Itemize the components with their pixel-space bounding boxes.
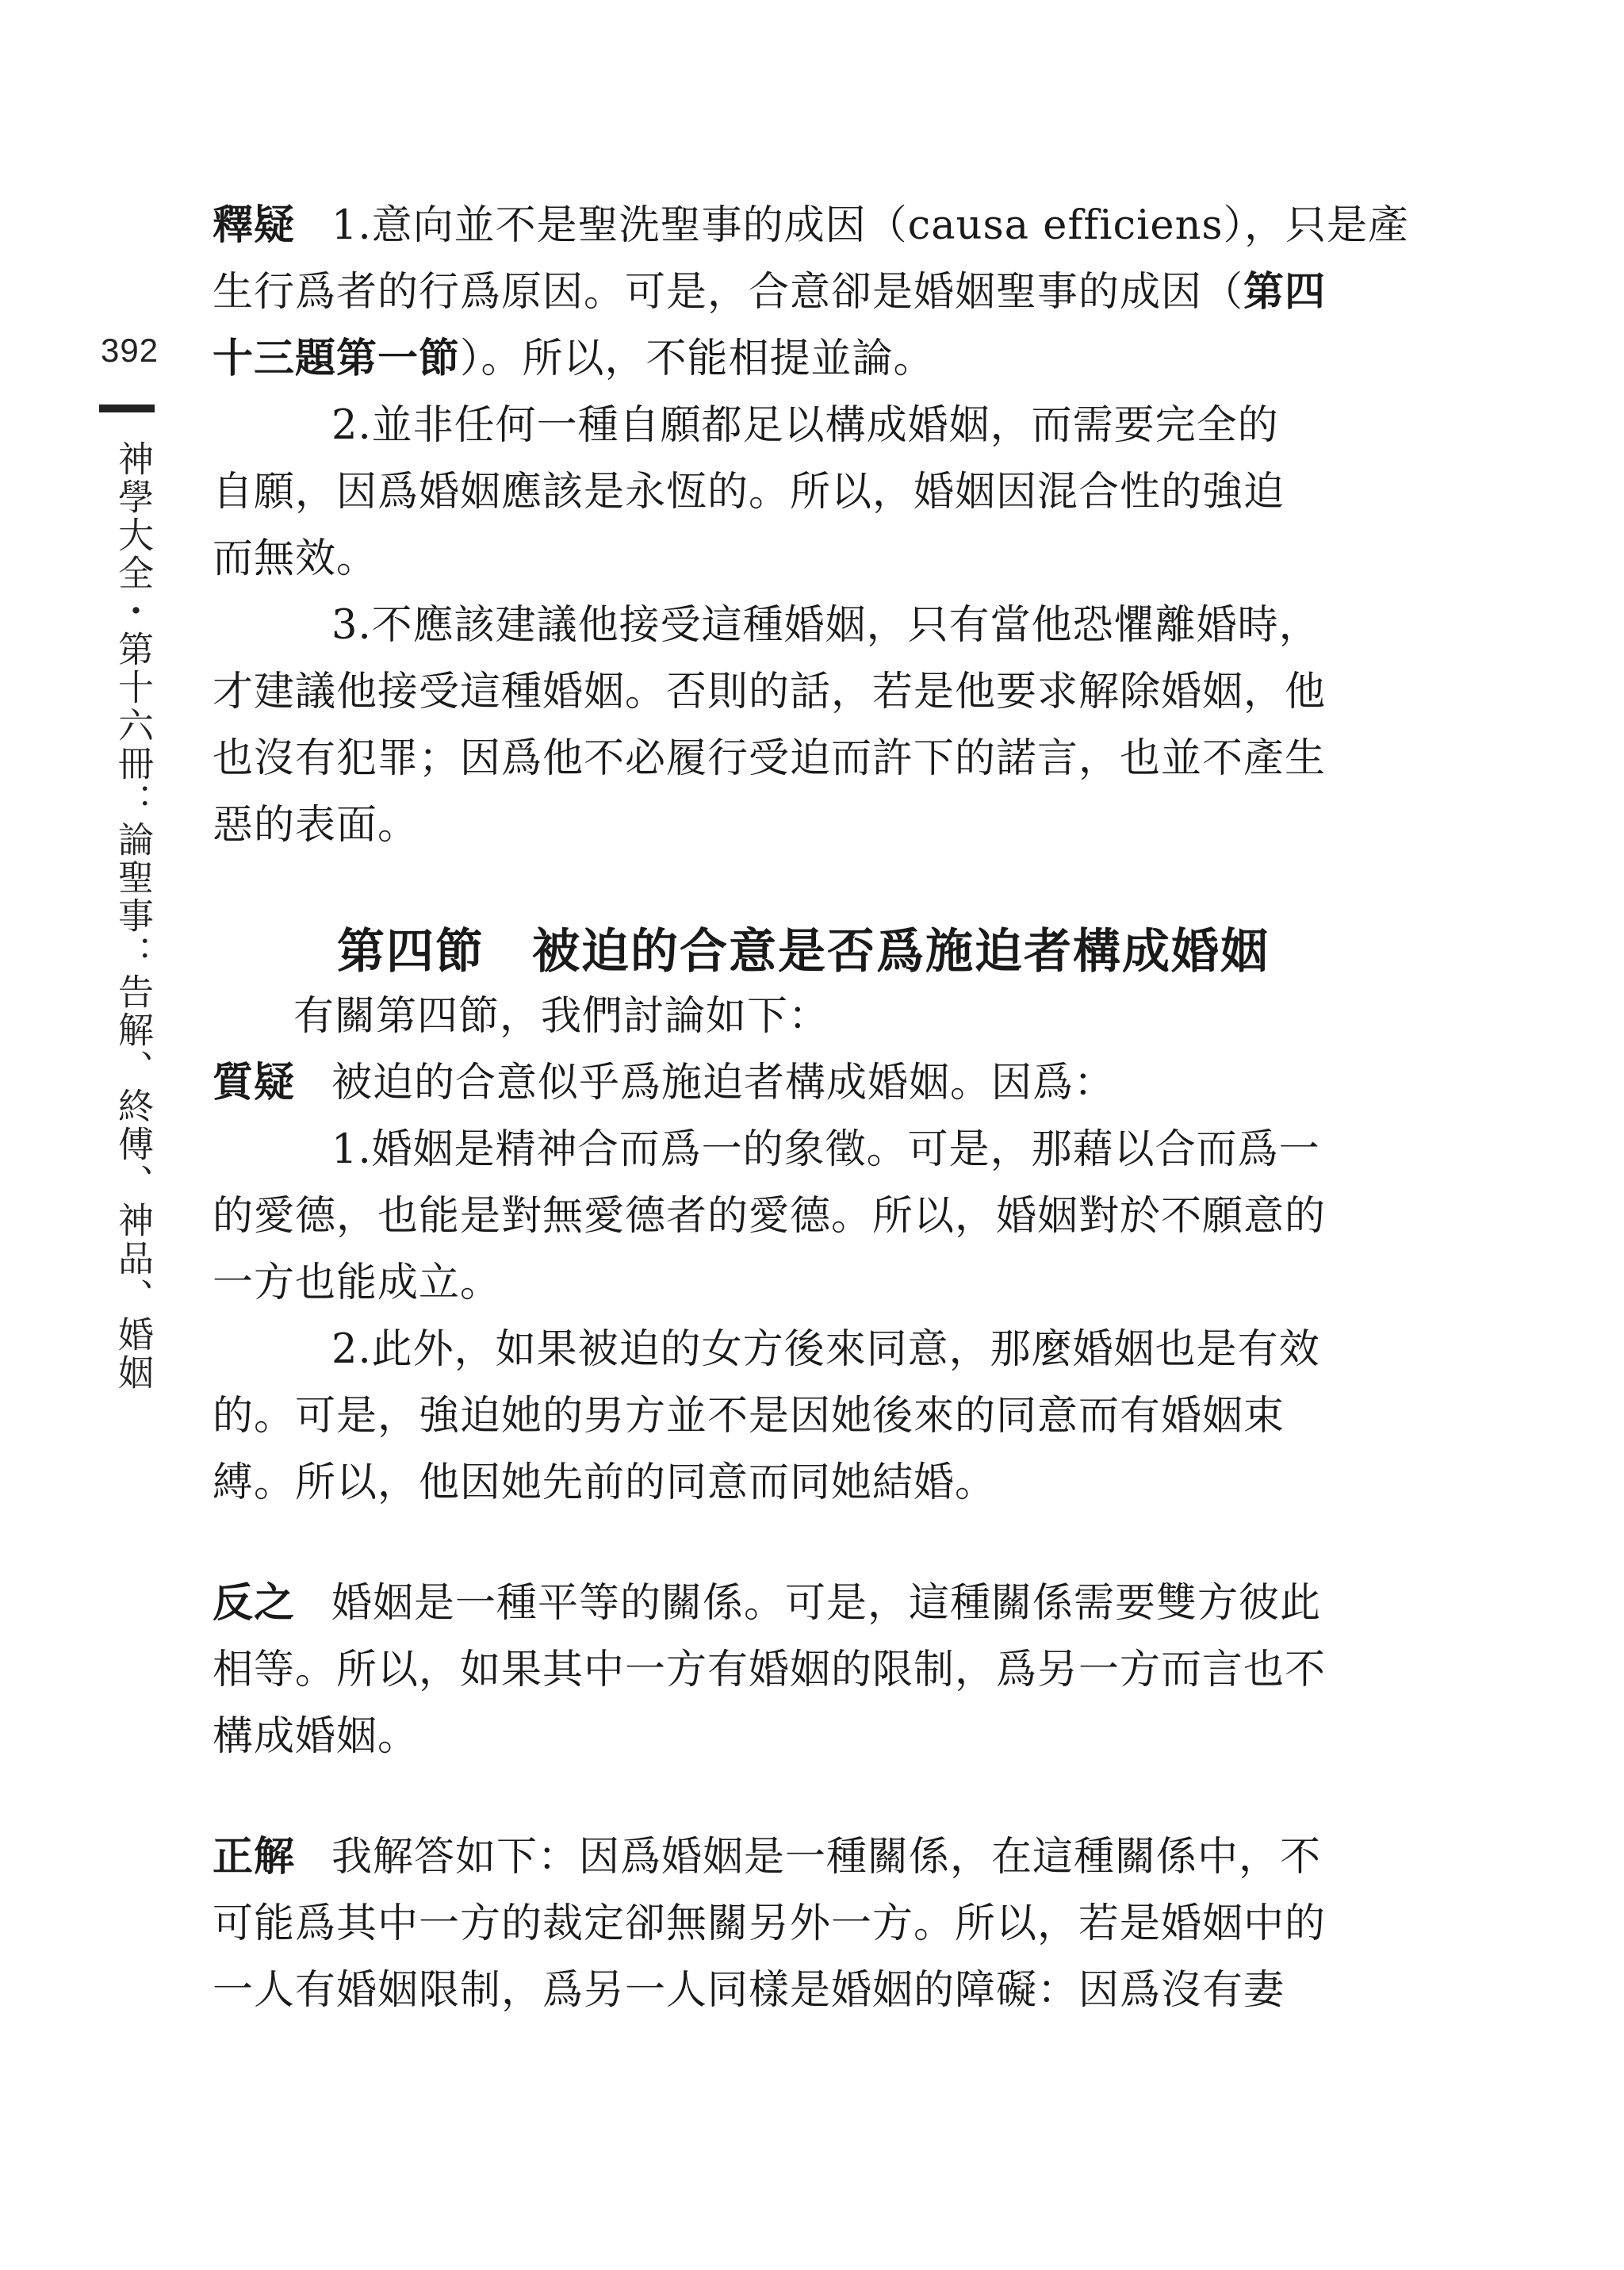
reply-label: 釋疑 [213,202,296,249]
reply-line-3 [213,326,1339,393]
reply-3-line-1: 3.不應該建議他接受這種婚姻，只有當他恐懼離婚時， [331,602,1320,649]
reply-line-1 [213,193,1410,259]
objection-2-line-3: 縛。所以，他因她先前的同意而同她結婚。 [213,1459,997,1506]
reply-1-line-1: 1.意向並不是聖洗聖事的成因（causa efficiens），只是產 [331,202,1410,249]
cross-reference: 第四 [1243,269,1327,316]
running-head: 神學大全・第十六冊：論聖事：告解、終傅、神品、婚姻 [112,440,154,1392]
objection-1-line-2: 的愛德，也能是對無愛德者的愛德。所以，婚姻對於不願意的 [213,1193,1327,1240]
reply-3-line-4: 惡的表面。 [213,802,419,849]
reply-1-line-3: ）。所以，不能相提並論。 [460,336,935,382]
reply-3-line-3: 也沒有犯罪；因爲他不必履行受迫而許下的諾言，也並不產生 [213,735,1327,782]
section-number: 第四節 [337,924,485,980]
reply-2-line-1: 2.並非任何一種自願都足以構成婚姻，而需要完全的 [331,402,1279,449]
cross-reference-cont: 十三題第一節 [213,336,461,382]
reply-2-line-2: 自願，因爲婚姻應該是永恆的。所以，婚姻因混合性的強迫 [213,469,1285,516]
reply-line-2 [213,259,1339,326]
objection-2-line-2: 的。可是，強迫她的男方並不是因她後來的同意而有婚姻束 [213,1393,1285,1440]
reply-3-line-2: 才建議他接受這種婚姻。否則的話，若是他要求解除婚姻，他 [213,669,1327,715]
answer-line-3: 一人有婚姻限制，爲另一人同樣是婚姻的障礙：因爲沒有妻 [213,1967,1285,2014]
objection-text: 被迫的合意似乎爲施迫者構成婚姻。因爲： [331,1060,1116,1106]
contra-text-1: 婚姻是一種平等的關係。可是，這種關係需要雙方彼此 [331,1580,1322,1627]
margin-rule [99,405,155,412]
objection-line [213,1050,1339,1117]
section-title: 被迫的合意是否爲施迫者構成婚姻 [532,924,1270,980]
reply-2-line-3: 而無效。 [213,535,378,582]
contra-line-1 [213,1570,1339,1637]
answer-label: 正解 [213,1834,296,1881]
contra-line-3: 構成婚姻。 [213,1713,419,1760]
objection-1-line-3: 一方也能成立。 [213,1260,502,1306]
reply-1-line-2: 生行爲者的行爲原因。可是，合意卻是婚姻聖事的成因（ [213,269,1244,316]
answer-line-1 [213,1824,1339,1891]
objection-2-line-1: 2.此外，如果被迫的女方後來同意，那麼婚姻也是有效 [331,1326,1320,1373]
section-heading [337,916,1270,987]
contra-line-2: 相等。所以，如果其中一方有婚姻的限制，爲另一方而言也不 [213,1647,1327,1693]
objection-1-line-1: 1.婚姻是精神合而爲一的象徵。可是，那藉以合而爲一 [331,1126,1320,1173]
contra-label: 反之 [213,1580,296,1627]
answer-text-1: 我解答如下：因爲婚姻是一種關係，在這種關係中，不 [331,1834,1322,1881]
page-number: 392 [101,332,159,369]
answer-line-2: 可能爲其中一方的裁定卻無關另外一方。所以，若是婚姻中的 [213,1900,1327,1947]
objection-label: 質疑 [213,1060,296,1106]
section-intro: 有關第四節，我們討論如下： [293,993,830,1040]
